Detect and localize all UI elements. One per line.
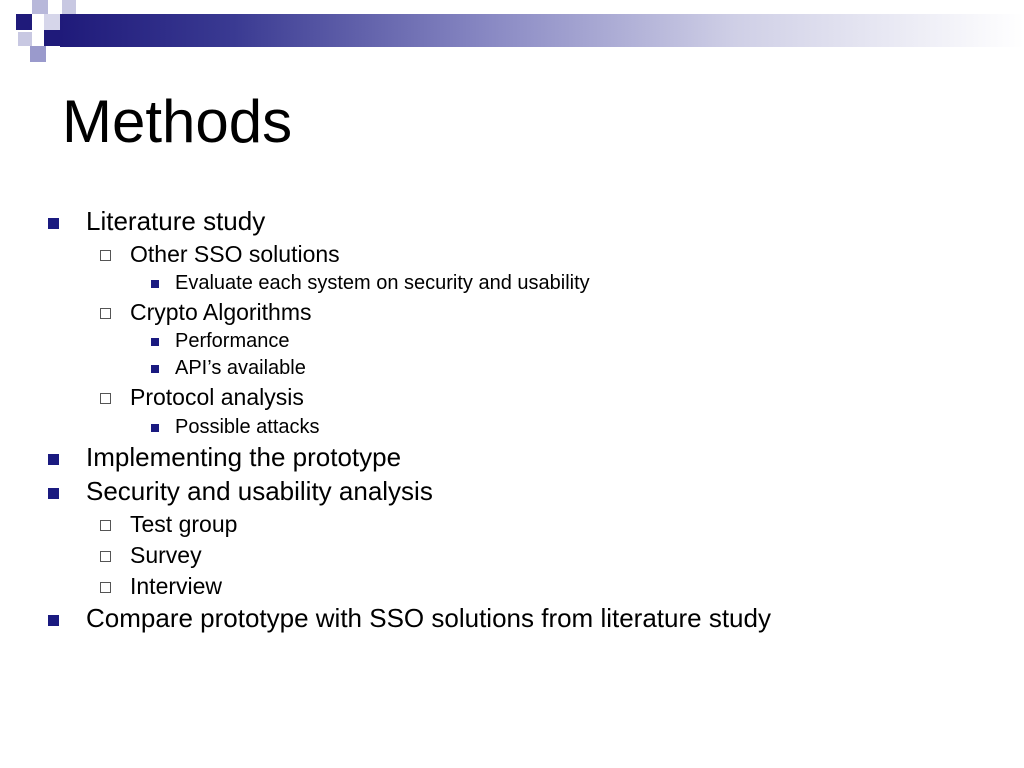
hollow-square-bullet-icon	[100, 520, 111, 531]
header-decoration	[0, 0, 1024, 64]
filled-square-bullet-icon	[48, 615, 59, 626]
deco-square	[30, 46, 46, 62]
bullet-text-level-2: Crypto Algorithms	[130, 299, 312, 326]
deco-square	[62, 0, 76, 14]
hollow-square-bullet-icon	[100, 250, 111, 261]
bullet-text-level-1: Security and usability analysis	[86, 476, 433, 507]
filled-square-bullet-icon	[151, 365, 159, 373]
bullet-text-level-3: Evaluate each system on security and usability	[175, 272, 590, 294]
bullet-text-level-2: Interview	[130, 573, 223, 600]
bullet-text-level-2: Test group	[130, 511, 238, 538]
deco-square	[32, 0, 48, 14]
deco-square	[44, 30, 60, 46]
filled-square-bullet-icon	[151, 424, 159, 432]
hollow-square-bullet-icon	[100, 393, 111, 404]
filled-square-bullet-icon	[151, 280, 159, 288]
deco-square	[18, 32, 32, 46]
filled-square-bullet-icon	[48, 218, 59, 229]
bullet-text-level-3: API’s available	[175, 357, 306, 379]
slide-title: Methods	[62, 88, 293, 155]
hollow-square-bullet-icon	[100, 551, 111, 562]
bullet-text-level-2: Survey	[130, 542, 202, 569]
filled-square-bullet-icon	[151, 338, 159, 346]
bullet-text-level-1: Literature study	[86, 206, 266, 237]
bullet-text-level-3: Performance	[175, 330, 290, 352]
hollow-square-bullet-icon	[100, 582, 111, 593]
filled-square-bullet-icon	[48, 488, 59, 499]
bullet-text-level-1: Compare prototype with SSO solutions from literature study	[86, 603, 771, 634]
hollow-square-bullet-icon	[100, 308, 111, 319]
bullet-text-level-3: Possible attacks	[175, 416, 320, 438]
bullet-text-level-2: Protocol analysis	[130, 384, 304, 411]
header-gradient-bar	[60, 14, 1024, 47]
bullet-text-level-1: Implementing the prototype	[86, 442, 402, 473]
filled-square-bullet-icon	[48, 454, 59, 465]
deco-square	[44, 14, 60, 30]
bullet-text-level-2: Other SSO solutions	[130, 241, 340, 268]
deco-square	[16, 14, 32, 30]
